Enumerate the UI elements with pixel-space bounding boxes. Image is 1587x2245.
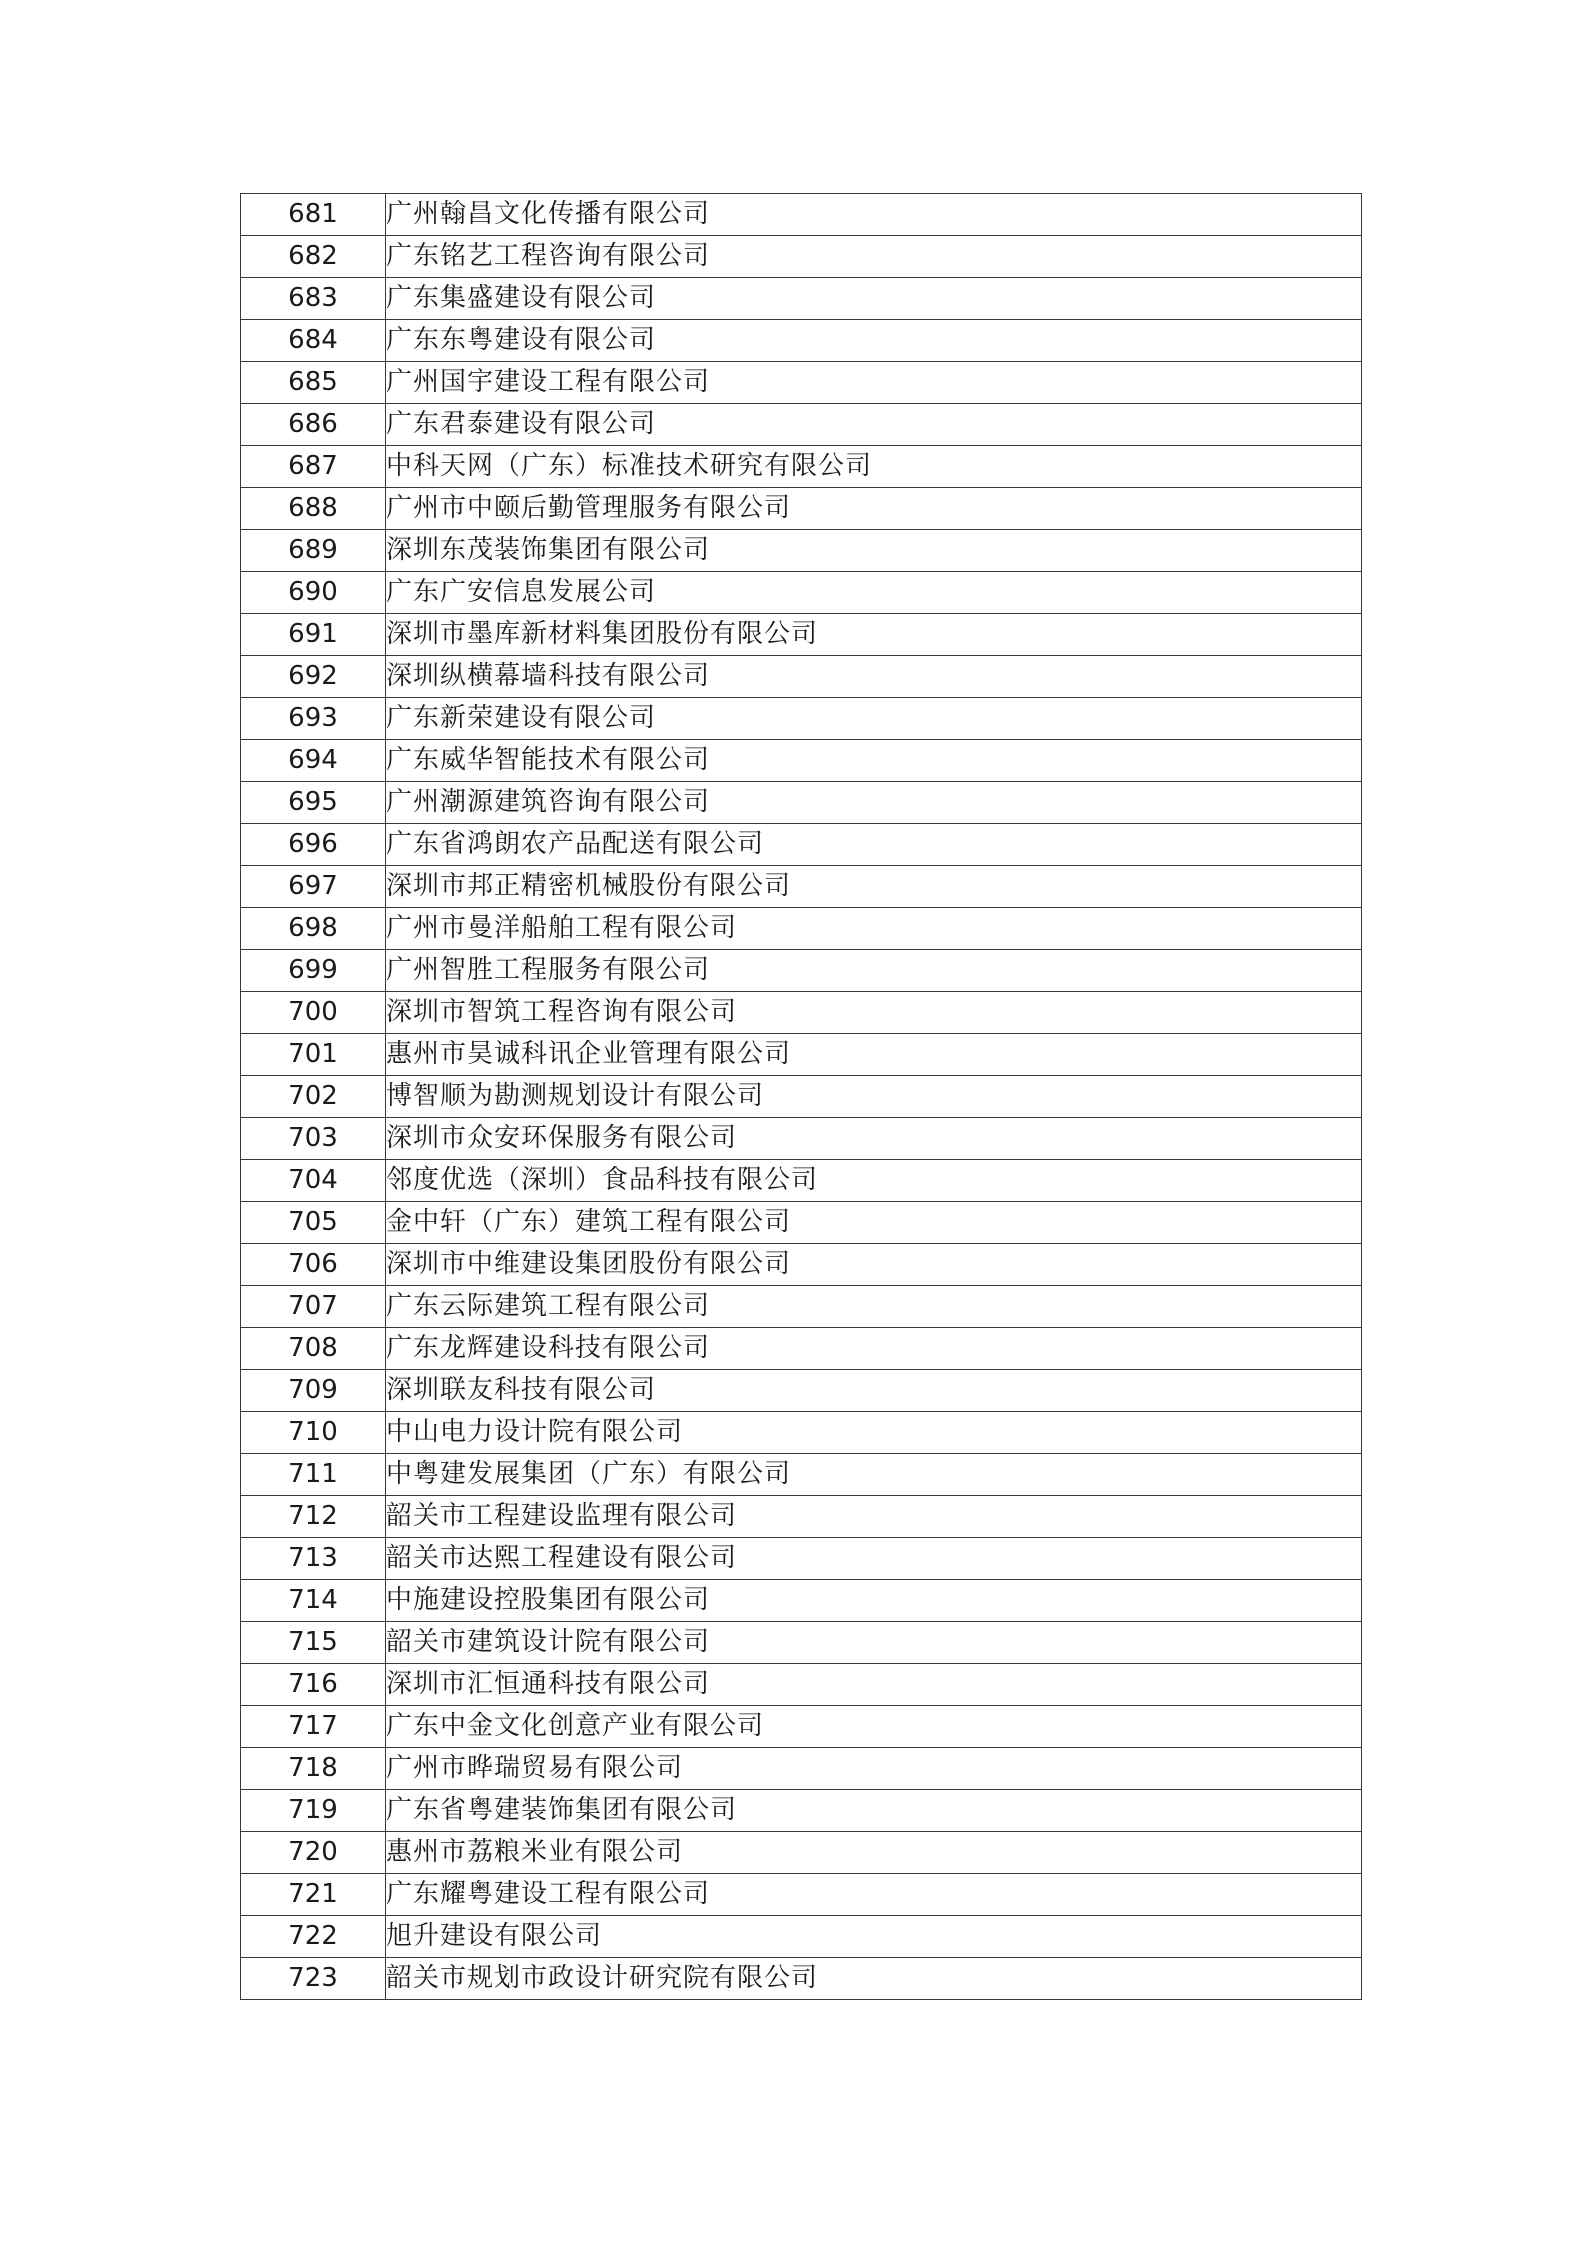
table-row: [241, 824, 1362, 866]
row-number: 713: [241, 1538, 386, 1580]
company-name: 广东新荣建设有限公司: [386, 698, 1362, 740]
row-number: 684: [241, 320, 386, 362]
row-number: 720: [241, 1832, 386, 1874]
table-row: [241, 1874, 1362, 1916]
company-name: 邻度优选（深圳）食品科技有限公司: [386, 1160, 1362, 1202]
company-name: 惠州市荔粮米业有限公司: [386, 1832, 1362, 1874]
company-name: 广东铭艺工程咨询有限公司: [386, 236, 1362, 278]
company-name: 中施建设控股集团有限公司: [386, 1580, 1362, 1622]
table-row: [241, 1958, 1362, 2000]
row-number: 695: [241, 782, 386, 824]
table-row: [241, 1664, 1362, 1706]
row-number: 701: [241, 1034, 386, 1076]
company-name: 中山电力设计院有限公司: [386, 1412, 1362, 1454]
company-name: 深圳市众安环保服务有限公司: [386, 1118, 1362, 1160]
row-number: 715: [241, 1622, 386, 1664]
company-name: 韶关市建筑设计院有限公司: [386, 1622, 1362, 1664]
company-name: 广东东粤建设有限公司: [386, 320, 1362, 362]
company-list-table: [240, 193, 1362, 2000]
row-number: 707: [241, 1286, 386, 1328]
row-number: 722: [241, 1916, 386, 1958]
table-row: [241, 614, 1362, 656]
table-row: [241, 866, 1362, 908]
table-row: [241, 1580, 1362, 1622]
company-name: 深圳市智筑工程咨询有限公司: [386, 992, 1362, 1034]
company-name: 韶关市达熙工程建设有限公司: [386, 1538, 1362, 1580]
company-name: 广州市曼洋船舶工程有限公司: [386, 908, 1362, 950]
company-name: 博智顺为勘测规划设计有限公司: [386, 1076, 1362, 1118]
table-row: [241, 236, 1362, 278]
company-name: 中科天网（广东）标准技术研究有限公司: [386, 446, 1362, 488]
company-name: 广东广安信息发展公司: [386, 572, 1362, 614]
company-name: 广东龙辉建设科技有限公司: [386, 1328, 1362, 1370]
company-name: 广州市晔瑞贸易有限公司: [386, 1748, 1362, 1790]
company-name: 广东省粤建装饰集团有限公司: [386, 1790, 1362, 1832]
row-number: 714: [241, 1580, 386, 1622]
company-name: 中粤建发展集团（广东）有限公司: [386, 1454, 1362, 1496]
table-row: [241, 1706, 1362, 1748]
table-row: [241, 1916, 1362, 1958]
table-row: [241, 1328, 1362, 1370]
company-name: 深圳东茂装饰集团有限公司: [386, 530, 1362, 572]
company-name: 深圳纵横幕墙科技有限公司: [386, 656, 1362, 698]
table-row: [241, 320, 1362, 362]
row-number: 694: [241, 740, 386, 782]
company-name: 广州智胜工程服务有限公司: [386, 950, 1362, 992]
table-row: [241, 194, 1362, 236]
company-name: 深圳市邦正精密机械股份有限公司: [386, 866, 1362, 908]
row-number: 708: [241, 1328, 386, 1370]
row-number: 705: [241, 1202, 386, 1244]
row-number: 712: [241, 1496, 386, 1538]
table-row: [241, 740, 1362, 782]
table-row: [241, 446, 1362, 488]
row-number: 693: [241, 698, 386, 740]
table-row: [241, 1202, 1362, 1244]
row-number: 717: [241, 1706, 386, 1748]
row-number: 688: [241, 488, 386, 530]
row-number: 687: [241, 446, 386, 488]
table-row: [241, 1412, 1362, 1454]
company-name: 广州翰昌文化传播有限公司: [386, 194, 1362, 236]
company-name: 深圳市中维建设集团股份有限公司: [386, 1244, 1362, 1286]
company-name: 广东君泰建设有限公司: [386, 404, 1362, 446]
row-number: 709: [241, 1370, 386, 1412]
company-name: 广东云际建筑工程有限公司: [386, 1286, 1362, 1328]
table-row: [241, 1370, 1362, 1412]
table-row: [241, 1076, 1362, 1118]
company-name: 广东集盛建设有限公司: [386, 278, 1362, 320]
row-number: 696: [241, 824, 386, 866]
row-number: 706: [241, 1244, 386, 1286]
company-name: 韶关市规划市政设计研究院有限公司: [386, 1958, 1362, 2000]
table-row: [241, 782, 1362, 824]
company-name: 广东耀粤建设工程有限公司: [386, 1874, 1362, 1916]
row-number: 699: [241, 950, 386, 992]
table-row: [241, 908, 1362, 950]
company-name: 广州国宇建设工程有限公司: [386, 362, 1362, 404]
row-number: 697: [241, 866, 386, 908]
row-number: 711: [241, 1454, 386, 1496]
table-row: [241, 1748, 1362, 1790]
table-row: [241, 362, 1362, 404]
company-name: 广州潮源建筑咨询有限公司: [386, 782, 1362, 824]
table-row: [241, 1034, 1362, 1076]
company-name: 金中轩（广东）建筑工程有限公司: [386, 1202, 1362, 1244]
row-number: 702: [241, 1076, 386, 1118]
row-number: 700: [241, 992, 386, 1034]
table-row: [241, 1118, 1362, 1160]
row-number: 698: [241, 908, 386, 950]
table-row: [241, 488, 1362, 530]
company-name: 惠州市昊诚科讯企业管理有限公司: [386, 1034, 1362, 1076]
table-row: [241, 1454, 1362, 1496]
row-number: 716: [241, 1664, 386, 1706]
company-name: 旭升建设有限公司: [386, 1916, 1362, 1958]
table-body: [241, 194, 1362, 2000]
row-number: 683: [241, 278, 386, 320]
company-name: 深圳联友科技有限公司: [386, 1370, 1362, 1412]
row-number: 718: [241, 1748, 386, 1790]
table-row: [241, 1832, 1362, 1874]
table-row: [241, 1160, 1362, 1202]
table-row: [241, 278, 1362, 320]
table-row: [241, 530, 1362, 572]
row-number: 723: [241, 1958, 386, 2000]
row-number: 682: [241, 236, 386, 278]
row-number: 681: [241, 194, 386, 236]
table-row: [241, 1622, 1362, 1664]
row-number: 710: [241, 1412, 386, 1454]
table-row: [241, 1286, 1362, 1328]
table-row: [241, 1496, 1362, 1538]
table-row: [241, 1538, 1362, 1580]
company-name: 广东威华智能技术有限公司: [386, 740, 1362, 782]
row-number: 691: [241, 614, 386, 656]
row-number: 703: [241, 1118, 386, 1160]
row-number: 685: [241, 362, 386, 404]
row-number: 686: [241, 404, 386, 446]
company-name: 深圳市汇恒通科技有限公司: [386, 1664, 1362, 1706]
table-row: [241, 992, 1362, 1034]
table-row: [241, 656, 1362, 698]
row-number: 689: [241, 530, 386, 572]
row-number: 692: [241, 656, 386, 698]
row-number: 719: [241, 1790, 386, 1832]
company-name: 广州市中颐后勤管理服务有限公司: [386, 488, 1362, 530]
table-row: [241, 698, 1362, 740]
row-number: 721: [241, 1874, 386, 1916]
row-number: 704: [241, 1160, 386, 1202]
table-row: [241, 572, 1362, 614]
row-number: 690: [241, 572, 386, 614]
table-row: [241, 1244, 1362, 1286]
table-row: [241, 950, 1362, 992]
company-name: 广东省鸿朗农产品配送有限公司: [386, 824, 1362, 866]
company-name: 韶关市工程建设监理有限公司: [386, 1496, 1362, 1538]
company-name: 广东中金文化创意产业有限公司: [386, 1706, 1362, 1748]
table-row: [241, 1790, 1362, 1832]
table-row: [241, 404, 1362, 446]
company-name: 深圳市墨库新材料集团股份有限公司: [386, 614, 1362, 656]
